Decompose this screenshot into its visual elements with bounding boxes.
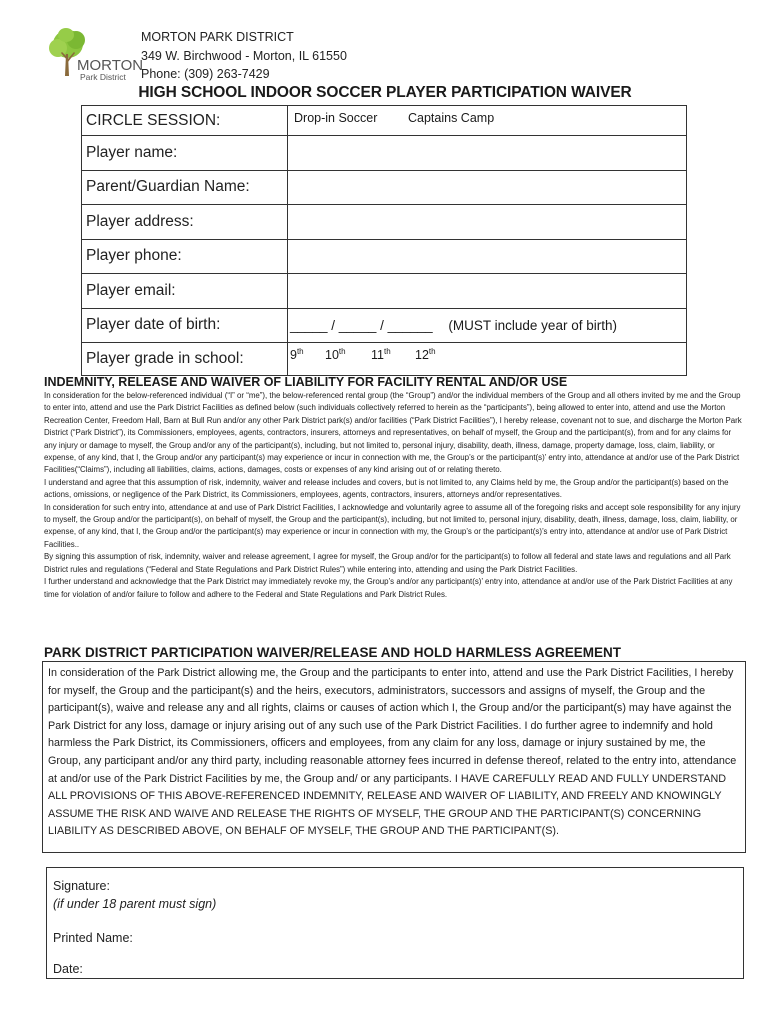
page-title: HIGH SCHOOL INDOOR SOCCER PLAYER PARTICIPATION WAIVER [138, 84, 632, 101]
hold-harmless-heading: PARK DISTRICT PARTICIPATION WAIVER/RELEASE AND HOLD HARMLESS AGREEMENT [44, 645, 622, 660]
player-address-label: Player address: [82, 205, 288, 240]
player-name-field[interactable] [288, 136, 687, 171]
org-name: MORTON PARK DISTRICT [141, 30, 294, 44]
morton-park-district-logo [44, 26, 144, 84]
logo-subtext: Park District [80, 72, 126, 82]
grade-option-10[interactable]: 10th [325, 347, 346, 363]
session-options-cell [288, 106, 687, 136]
indemnity-paragraph: I understand and agree that this assumption of risk, indemnity, waiver and release includes and covers, but is not limited to, any Claims held by me, the Group and/or the participant(s) based on the actions, omissions, or negligence of the Park District, its Commissioners, employees, agents, contractors, insurers, attorneys and/or representatives. [44, 477, 729, 500]
logo-text: MORTON [77, 57, 144, 74]
indemnity-paragraph: I further understand and acknowledge that the Park District may immediately revoke my, the Group’s and/or any participant(s)’ entry into, attendance at and/or use of the Park District Facilities at any time for violation of and/or failure to follow and adhere to the Federal and State Regulations and Park District Rules. [44, 577, 733, 599]
player-address-field[interactable] [288, 205, 687, 240]
player-email-field[interactable] [288, 274, 687, 309]
indemnity-body [44, 390, 744, 601]
parent-name-row [82, 170, 687, 205]
grade-option-9[interactable]: 9th [290, 347, 304, 363]
player-name-label: Player name: [82, 136, 288, 171]
parent-name-field[interactable] [288, 170, 687, 205]
player-address-row [82, 205, 687, 240]
hold-harmless-text: In consideration of the Park District allowing me, the Group and the participants to enter into, attend and use the Park District Facilities, I hereby for myself, the Group and the participant(s) and the heirs, executors, administrators, successors and assigns of myself, the Group and the participant(s), waive and release any and all rights, claims or causes of action which I, the Group and/or the participant(s) may have against the Park District for any loss, damage or injury arising out of any such use of the Park District Facilities. I do further agree to indemnify and hold harmless the Park District, its Commissioners, officers and employees, from any claim for any loss, damage or injury sustained by me, the Group, any participant and/or any third party, including reasonable attorney fees incurred in defense thereof, related to the entry into, attendance at and/or use of the Park District Facilities by me, the Group and/ or any participants. I HAVE CAREFULLY READ AND FULLY UNDERSTAND ALL PROVISIONS OF THIS ABOVE-REFERENCED INDEMNITY, RELEASE AND WAIVER OF LIABILITY, AND FREELY AND KNOWINGLY ASSUME THE RISK AND WAIVE AND RELEASE THE RIGHTS OF MYSELF, THE GROUP AND THE PARTICIPANT(S) CONCERNING LIABILITY AS DESCRIBED ABOVE, ON BEHALF OF MYSELF, THE GROUP AND THE PARTICIPANT(S). [48, 667, 737, 838]
player-phone-field[interactable] [288, 239, 687, 274]
player-phone-row [82, 239, 687, 274]
player-name-row [82, 136, 687, 171]
org-phone: Phone: (309) 263-7429 [141, 67, 270, 81]
player-dob-label: Player date of birth: [82, 308, 288, 343]
header [44, 26, 724, 86]
date-field[interactable]: Date: [53, 962, 83, 976]
grade-option-11[interactable]: 11th [371, 347, 391, 363]
grade-option-12[interactable]: 12th [415, 347, 436, 363]
circle-session-label: CIRCLE SESSION: [82, 106, 288, 136]
tree-logo-icon [44, 26, 144, 84]
indemnity-paragraph: In consideration for such entry into, attendance at and use of Park District Facilities, I acknowledge and voluntarily agree to assume all of the foregoing risks and accept sole responsibility for any injury to myself, the Group and/or the participant(s), on behalf of myself, the Group and the participant(s), including, but not limited to, personal injury, disability, death, illness, damage, loss, claim, liability, or expense, of any kind, that I, the Group and/or the participant(s) may experience or incur in connection with my, the Group’s or the participant(s)’s entry into, attendance at and/or use of Park District Facilities.. [44, 502, 741, 549]
player-email-label: Player email: [82, 274, 288, 309]
indemnity-heading: INDEMNITY, RELEASE AND WAIVER OF LIABILITY FOR FACILITY RENTAL AND/OR USE [44, 375, 568, 389]
player-grade-label: Player grade in school: [82, 343, 288, 376]
player-dob-field[interactable] [288, 308, 687, 343]
indemnity-paragraph: By signing this assumption of risk, indemnity, waiver and release agreement, I agree for myself, the Group and/or for the participant(s) to follow all federal and state laws and regulations and all Park District rules and regulations (“Federal and State Regulations and Park District Rules”) while entering into, attending and using the Park District Facilities. [44, 552, 731, 574]
player-phone-label: Player phone: [82, 239, 288, 274]
player-grade-row [82, 343, 687, 376]
signature-field[interactable]: Signature: [53, 879, 110, 893]
parent-sign-note: (if under 18 parent must sign) [53, 897, 217, 911]
session-option-drop-in[interactable]: Drop-in Soccer [294, 111, 378, 125]
signature-box [46, 867, 744, 979]
indemnity-paragraph: In consideration for the below-referenced individual (“I” or “me”), the below-referenced rental group (the “Group”) and/or the individual members of the Group and all others invited by me and the Group to enter into, attend and use the Park District Facilities as defined below (such individuals collectively referred to herein as the “participants”), being allowed to enter into, attend and use the Morton Recreation Center, Freedom Hall, Barn at Bull Run and/or any other Park District park(s) and/or facilities (“Park District Facilities”), I hereby release, covenant not to sue, and discharge the Morton Park District (“Park District”), its Commissioners, employees, agents, contractors, insurers, attorneys and representatives, on behalf of myself, the Group and the participant(s), from and for any claims for any injury or damage to myself, the Group and/or any of the participant(s), including, but not limited to, personal injury, disability, death, illness, damage, property damage, loss, claim, liability, or expense, of any kind, that I, the Group and/or any participant(s) may experience or incur in connection with me, the Group’s or the participant(s)’ entry into, attendance at and/or use of the Park District Facilities(“Claims”), including all liabilities, claims, actions, damages, costs or expenses of any kind arising out of or relating thereto. [44, 391, 742, 475]
dob-note: (MUST include year of birth) [448, 317, 617, 333]
session-option-captains-camp[interactable]: Captains Camp [408, 111, 495, 125]
printed-name-field[interactable]: Printed Name: [53, 931, 133, 945]
parent-name-label: Parent/Guardian Name: [82, 170, 288, 205]
dob-blanks: _____ / _____ / ______ [290, 317, 433, 333]
org-address: 349 W. Birchwood - Morton, IL 61550 [141, 48, 347, 63]
hold-harmless-text-box [42, 661, 746, 853]
grade-options-cell [288, 343, 687, 376]
player-info-table [81, 105, 687, 376]
organization-address-block [141, 28, 347, 84]
circle-session-row [82, 106, 687, 136]
player-dob-row [82, 308, 687, 343]
player-email-row [82, 274, 687, 309]
